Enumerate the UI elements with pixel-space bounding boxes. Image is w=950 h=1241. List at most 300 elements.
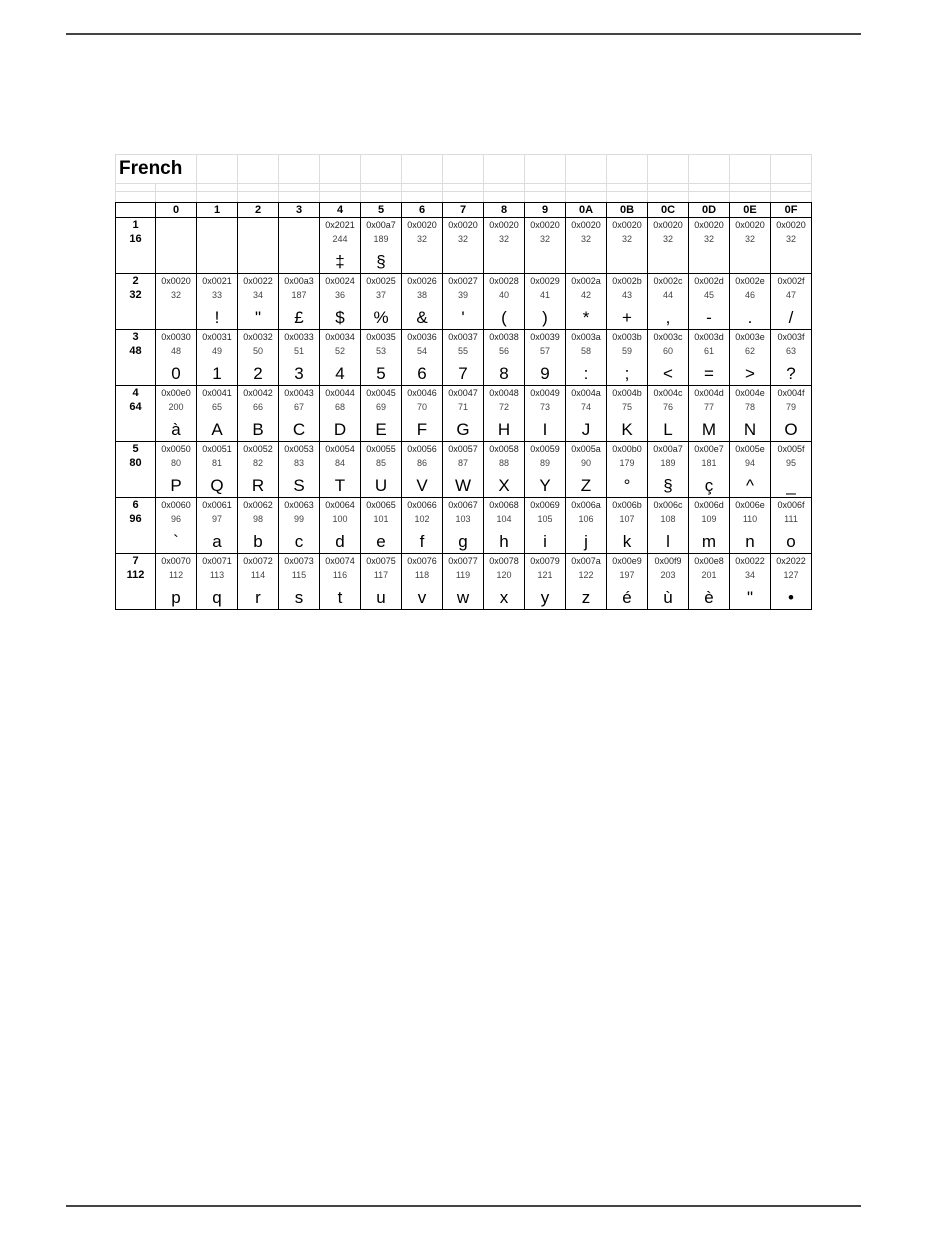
decimal-code-cell: 187	[279, 288, 320, 302]
hex-code-cell: 0x006d	[689, 498, 730, 513]
column-header: 8	[484, 203, 525, 218]
hex-code-cell: 0x0031	[197, 330, 238, 345]
glyph-cell: b	[238, 526, 279, 554]
spacer-row	[116, 192, 812, 203]
glyph-cell: ;	[607, 358, 648, 386]
decimal-code-cell: 100	[320, 512, 361, 526]
glyph-cell: n	[730, 526, 771, 554]
glyph-cell: §	[648, 470, 689, 498]
decimal-code-cell: 82	[238, 456, 279, 470]
hex-code-cell: 0x0020	[525, 218, 566, 233]
char-row-decs	[116, 512, 812, 526]
decimal-code-cell: 81	[197, 456, 238, 470]
hex-code-cell	[238, 218, 279, 233]
decimal-code-cell: 37	[361, 288, 402, 302]
hex-code-cell: 0x0077	[443, 554, 484, 569]
hex-code-cell: 0x0035	[361, 330, 402, 345]
glyph-cell: d	[320, 526, 361, 554]
hex-code-cell: 0x0020	[443, 218, 484, 233]
hex-code-cell: 0x0036	[402, 330, 443, 345]
glyph-cell: è	[689, 582, 730, 610]
hex-code-cell: 0x0065	[361, 498, 402, 513]
hex-code-cell: 0x0033	[279, 330, 320, 345]
decimal-code-cell: 119	[443, 568, 484, 582]
decimal-code-cell: 33	[197, 288, 238, 302]
glyph-cell: (	[484, 302, 525, 330]
decimal-code-cell: 116	[320, 568, 361, 582]
char-row-glyphs	[116, 582, 812, 610]
hex-code-cell: 0x004a	[566, 386, 607, 401]
decimal-code-cell: 32	[607, 232, 648, 246]
hex-code-cell: 0x0020	[402, 218, 443, 233]
glyph-cell	[156, 302, 197, 330]
hex-code-cell: 0x002a	[566, 274, 607, 289]
decimal-code-cell: 181	[689, 456, 730, 470]
hex-code-cell	[197, 218, 238, 233]
glyph-cell: _	[771, 470, 812, 498]
decimal-code-cell: 32	[443, 232, 484, 246]
glyph-cell: D	[320, 414, 361, 442]
glyph-cell: &	[402, 302, 443, 330]
glyph-cell: §	[361, 246, 402, 274]
decimal-code-cell: 50	[238, 344, 279, 358]
row-number: 2	[116, 274, 156, 289]
hex-code-cell: 0x0020	[771, 218, 812, 233]
glyph-cell: S	[279, 470, 320, 498]
hex-code-cell: 0x0067	[443, 498, 484, 513]
hex-code-cell: 0x0022	[238, 274, 279, 289]
glyph-cell: P	[156, 470, 197, 498]
decimal-code-cell: 85	[361, 456, 402, 470]
hex-code-cell: 0x0044	[320, 386, 361, 401]
decimal-code-cell: 42	[566, 288, 607, 302]
glyph-cell	[443, 246, 484, 274]
glyph-cell: t	[320, 582, 361, 610]
decimal-code-cell: 97	[197, 512, 238, 526]
decimal-code-cell: 62	[730, 344, 771, 358]
decimal-code-cell: 32	[402, 232, 443, 246]
hex-code-cell: 0x0020	[648, 218, 689, 233]
glyph-cell: H	[484, 414, 525, 442]
hex-code-cell: 0x0055	[361, 442, 402, 457]
hex-code-cell: 0x003f	[771, 330, 812, 345]
hex-code-cell: 0x2021	[320, 218, 361, 233]
glyph-cell: C	[279, 414, 320, 442]
hex-code-cell: 0x0061	[197, 498, 238, 513]
column-header: 0D	[689, 203, 730, 218]
hex-code-cell: 0x0054	[320, 442, 361, 457]
decimal-code-cell: 69	[361, 400, 402, 414]
decimal-code-cell: 95	[771, 456, 812, 470]
hex-code-cell: 0x0072	[238, 554, 279, 569]
hex-code-cell: 0x0076	[402, 554, 443, 569]
hex-code-cell: 0x002c	[648, 274, 689, 289]
decimal-code-cell: 67	[279, 400, 320, 414]
decimal-code-cell: 65	[197, 400, 238, 414]
decimal-code-cell: 56	[484, 344, 525, 358]
glyph-cell: G	[443, 414, 484, 442]
glyph-cell: >	[730, 358, 771, 386]
title-row	[116, 155, 812, 184]
decimal-code-cell: 99	[279, 512, 320, 526]
row-header-blank	[116, 526, 156, 554]
glyph-cell: y	[525, 582, 566, 610]
decimal-code-cell: 244	[320, 232, 361, 246]
decimal-code-cell: 84	[320, 456, 361, 470]
decimal-code-cell: 200	[156, 400, 197, 414]
hex-code-cell: 0x0048	[484, 386, 525, 401]
hex-code-cell: 0x0046	[402, 386, 443, 401]
decimal-code-cell: 112	[156, 568, 197, 582]
column-header: 2	[238, 203, 279, 218]
hex-code-cell	[156, 218, 197, 233]
glyph-cell	[607, 246, 648, 274]
char-row-codes	[116, 274, 812, 289]
decimal-code-cell: 105	[525, 512, 566, 526]
column-header: 0	[156, 203, 197, 218]
hex-code-cell: 0x0022	[730, 554, 771, 569]
decimal-code-cell: 101	[361, 512, 402, 526]
glyph-cell: m	[689, 526, 730, 554]
glyph-cell: =	[689, 358, 730, 386]
hex-code-cell: 0x004b	[607, 386, 648, 401]
decimal-code-cell: 94	[730, 456, 771, 470]
glyph-cell: s	[279, 582, 320, 610]
hex-code-cell: 0x0021	[197, 274, 238, 289]
char-row-codes	[116, 554, 812, 569]
glyph-cell	[156, 246, 197, 274]
glyph-cell: q	[197, 582, 238, 610]
hex-code-cell: 0x0066	[402, 498, 443, 513]
column-header: 0C	[648, 203, 689, 218]
hex-code-cell: 0x0041	[197, 386, 238, 401]
decimal-code-cell: 78	[730, 400, 771, 414]
hex-code-cell: 0x0034	[320, 330, 361, 345]
glyph-cell: ^	[730, 470, 771, 498]
hex-code-cell: 0x0075	[361, 554, 402, 569]
hex-code-cell: 0x0058	[484, 442, 525, 457]
column-header: 0E	[730, 203, 771, 218]
glyph-cell: l	[648, 526, 689, 554]
decimal-code-cell	[238, 232, 279, 246]
glyph-cell: 5	[361, 358, 402, 386]
hex-code-cell: 0x0050	[156, 442, 197, 457]
decimal-code-cell: 34	[730, 568, 771, 582]
row-number: 7	[116, 554, 156, 569]
column-header: 0B	[607, 203, 648, 218]
decimal-code-cell: 87	[443, 456, 484, 470]
hex-code-cell: 0x005f	[771, 442, 812, 457]
glyph-cell: e	[361, 526, 402, 554]
decimal-code-cell: 121	[525, 568, 566, 582]
decimal-code-cell: 34	[238, 288, 279, 302]
hex-code-cell: 0x00a7	[361, 218, 402, 233]
glyph-cell: V	[402, 470, 443, 498]
glyph-cell: a	[197, 526, 238, 554]
hex-code-cell: 0x003d	[689, 330, 730, 345]
decimal-code-cell	[156, 232, 197, 246]
glyph-cell: E	[361, 414, 402, 442]
glyph-cell: -	[689, 302, 730, 330]
row-header-blank	[116, 470, 156, 498]
glyph-cell: Z	[566, 470, 607, 498]
char-row-glyphs	[116, 246, 812, 274]
char-row-decs	[116, 456, 812, 470]
decimal-code-cell: 109	[689, 512, 730, 526]
glyph-cell: Y	[525, 470, 566, 498]
decimal-code-cell: 107	[607, 512, 648, 526]
decimal-code-cell: 113	[197, 568, 238, 582]
glyph-cell: i	[525, 526, 566, 554]
decimal-code-cell: 55	[443, 344, 484, 358]
decimal-code-cell: 189	[361, 232, 402, 246]
decimal-code-cell: 120	[484, 568, 525, 582]
decimal-code-cell	[279, 232, 320, 246]
decimal-code-cell: 60	[648, 344, 689, 358]
hex-code-cell: 0x0073	[279, 554, 320, 569]
glyph-cell: X	[484, 470, 525, 498]
decimal-code-cell: 114	[238, 568, 279, 582]
hex-code-cell: 0x006f	[771, 498, 812, 513]
char-row-codes	[116, 498, 812, 513]
glyph-cell	[730, 246, 771, 274]
glyph-cell: :	[566, 358, 607, 386]
hex-code-cell: 0x003e	[730, 330, 771, 345]
glyph-cell: °	[607, 470, 648, 498]
hex-code-cell: 0x0078	[484, 554, 525, 569]
decimal-code-cell: 59	[607, 344, 648, 358]
glyph-cell: g	[443, 526, 484, 554]
glyph-cell: p	[156, 582, 197, 610]
glyph-cell: *	[566, 302, 607, 330]
glyph-cell: Q	[197, 470, 238, 498]
decimal-code-cell: 63	[771, 344, 812, 358]
glyph-cell: 3	[279, 358, 320, 386]
row-number: 4	[116, 386, 156, 401]
row-header-blank	[116, 302, 156, 330]
hex-code-cell: 0x0038	[484, 330, 525, 345]
hex-code-cell: 0x00e9	[607, 554, 648, 569]
char-row-codes	[116, 386, 812, 401]
glyph-cell: é	[607, 582, 648, 610]
decimal-code-cell: 32	[689, 232, 730, 246]
hex-code-cell: 0x006e	[730, 498, 771, 513]
hex-code-cell: 0x0070	[156, 554, 197, 569]
decimal-code-cell: 57	[525, 344, 566, 358]
hex-code-cell: 0x0068	[484, 498, 525, 513]
hex-code-cell: 0x00e0	[156, 386, 197, 401]
hex-code-cell: 0x003b	[607, 330, 648, 345]
row-offset: 80	[116, 456, 156, 470]
glyph-cell: '	[443, 302, 484, 330]
hex-code-cell: 0x0020	[484, 218, 525, 233]
hex-code-cell: 0x002e	[730, 274, 771, 289]
row-offset: 112	[116, 568, 156, 582]
hex-code-cell: 0x0047	[443, 386, 484, 401]
corner-cell	[116, 203, 156, 218]
decimal-code-cell: 43	[607, 288, 648, 302]
hex-code-cell: 0x00e7	[689, 442, 730, 457]
hex-code-cell: 0x002f	[771, 274, 812, 289]
decimal-code-cell: 88	[484, 456, 525, 470]
glyph-cell: 7	[443, 358, 484, 386]
glyph-cell: 6	[402, 358, 443, 386]
hex-code-cell: 0x0026	[402, 274, 443, 289]
hex-code-cell: 0x0020	[566, 218, 607, 233]
hex-code-cell: 0x003a	[566, 330, 607, 345]
glyph-cell: 2	[238, 358, 279, 386]
glyph-cell: o	[771, 526, 812, 554]
decimal-code-cell: 72	[484, 400, 525, 414]
decimal-code-cell: 80	[156, 456, 197, 470]
column-header-row	[116, 203, 812, 218]
decimal-code-cell: 44	[648, 288, 689, 302]
top-rule	[66, 33, 861, 35]
row-header-blank	[116, 246, 156, 274]
char-row-codes	[116, 442, 812, 457]
glyph-cell: !	[197, 302, 238, 330]
column-header: 5	[361, 203, 402, 218]
glyph-cell: 4	[320, 358, 361, 386]
decimal-code-cell: 58	[566, 344, 607, 358]
glyph-cell	[279, 246, 320, 274]
decimal-code-cell: 51	[279, 344, 320, 358]
glyph-cell: 9	[525, 358, 566, 386]
hex-code-cell: 0x0053	[279, 442, 320, 457]
decimal-code-cell: 76	[648, 400, 689, 414]
glyph-cell: $	[320, 302, 361, 330]
glyph-cell: à	[156, 414, 197, 442]
hex-code-cell: 0x006b	[607, 498, 648, 513]
glyph-cell: 8	[484, 358, 525, 386]
decimal-code-cell: 70	[402, 400, 443, 414]
decimal-code-cell: 38	[402, 288, 443, 302]
hex-code-cell: 0x0020	[730, 218, 771, 233]
glyph-cell: T	[320, 470, 361, 498]
decimal-code-cell: 89	[525, 456, 566, 470]
hex-code-cell: 0x0049	[525, 386, 566, 401]
hex-code-cell: 0x0042	[238, 386, 279, 401]
glyph-cell: z	[566, 582, 607, 610]
decimal-code-cell: 86	[402, 456, 443, 470]
hex-code-cell: 0x004e	[730, 386, 771, 401]
decimal-code-cell: 110	[730, 512, 771, 526]
glyph-cell	[689, 246, 730, 274]
decimal-code-cell: 47	[771, 288, 812, 302]
char-row-decs	[116, 288, 812, 302]
decimal-code-cell: 96	[156, 512, 197, 526]
glyph-cell: %	[361, 302, 402, 330]
hex-code-cell: 0x0025	[361, 274, 402, 289]
glyph-cell: .	[730, 302, 771, 330]
decimal-code-cell: 104	[484, 512, 525, 526]
decimal-code-cell: 54	[402, 344, 443, 358]
decimal-code-cell: 90	[566, 456, 607, 470]
glyph-cell	[648, 246, 689, 274]
hex-code-cell: 0x007a	[566, 554, 607, 569]
decimal-code-cell: 32	[566, 232, 607, 246]
decimal-code-cell: 39	[443, 288, 484, 302]
decimal-code-cell: 83	[279, 456, 320, 470]
column-header: 4	[320, 203, 361, 218]
row-offset: 48	[116, 344, 156, 358]
glyph-cell	[238, 246, 279, 274]
decimal-code-cell: 41	[525, 288, 566, 302]
hex-code-cell: 0x006c	[648, 498, 689, 513]
hex-code-cell: 0x0069	[525, 498, 566, 513]
hex-code-cell: 0x004d	[689, 386, 730, 401]
hex-code-cell: 0x0057	[443, 442, 484, 457]
decimal-code-cell: 201	[689, 568, 730, 582]
glyph-cell: W	[443, 470, 484, 498]
hex-code-cell: 0x0059	[525, 442, 566, 457]
decimal-code-cell: 61	[689, 344, 730, 358]
row-number: 1	[116, 218, 156, 233]
glyph-cell: j	[566, 526, 607, 554]
sheet-title: French	[116, 155, 197, 184]
char-row-glyphs	[116, 302, 812, 330]
column-header: 3	[279, 203, 320, 218]
decimal-code-cell: 32	[730, 232, 771, 246]
glyph-cell: k	[607, 526, 648, 554]
decimal-code-cell: 118	[402, 568, 443, 582]
decimal-code-cell: 122	[566, 568, 607, 582]
decimal-code-cell: 108	[648, 512, 689, 526]
hex-code-cell: 0x006a	[566, 498, 607, 513]
decimal-code-cell: 32	[771, 232, 812, 246]
hex-code-cell: 0x0030	[156, 330, 197, 345]
hex-code-cell: 0x004f	[771, 386, 812, 401]
decimal-code-cell: 71	[443, 400, 484, 414]
glyph-cell: J	[566, 414, 607, 442]
decimal-code-cell: 36	[320, 288, 361, 302]
glyph-cell: h	[484, 526, 525, 554]
decimal-code-cell: 53	[361, 344, 402, 358]
hex-code-cell: 0x005e	[730, 442, 771, 457]
hex-code-cell: 0x0024	[320, 274, 361, 289]
decimal-code-cell: 98	[238, 512, 279, 526]
glyph-cell	[566, 246, 607, 274]
hex-code-cell: 0x004c	[648, 386, 689, 401]
glyph-cell: x	[484, 582, 525, 610]
column-header: 0F	[771, 203, 812, 218]
hex-code-cell: 0x0020	[607, 218, 648, 233]
glyph-cell: N	[730, 414, 771, 442]
hex-code-cell: 0x00f9	[648, 554, 689, 569]
glyph-cell: •	[771, 582, 812, 610]
glyph-cell: K	[607, 414, 648, 442]
row-offset: 64	[116, 400, 156, 414]
glyph-cell: )	[525, 302, 566, 330]
hex-code-cell: 0x00a7	[648, 442, 689, 457]
glyph-cell	[771, 246, 812, 274]
char-row-decs	[116, 568, 812, 582]
decimal-code-cell: 79	[771, 400, 812, 414]
decimal-code-cell: 197	[607, 568, 648, 582]
hex-code-cell: 0x0051	[197, 442, 238, 457]
decimal-code-cell: 32	[484, 232, 525, 246]
hex-code-cell: 0x0056	[402, 442, 443, 457]
column-header: 1	[197, 203, 238, 218]
glyph-cell: I	[525, 414, 566, 442]
glyph-cell: A	[197, 414, 238, 442]
decimal-code-cell: 73	[525, 400, 566, 414]
glyph-cell: u	[361, 582, 402, 610]
hex-code-cell: 0x00a3	[279, 274, 320, 289]
row-offset: 16	[116, 232, 156, 246]
glyph-cell: c	[279, 526, 320, 554]
char-row-decs	[116, 344, 812, 358]
